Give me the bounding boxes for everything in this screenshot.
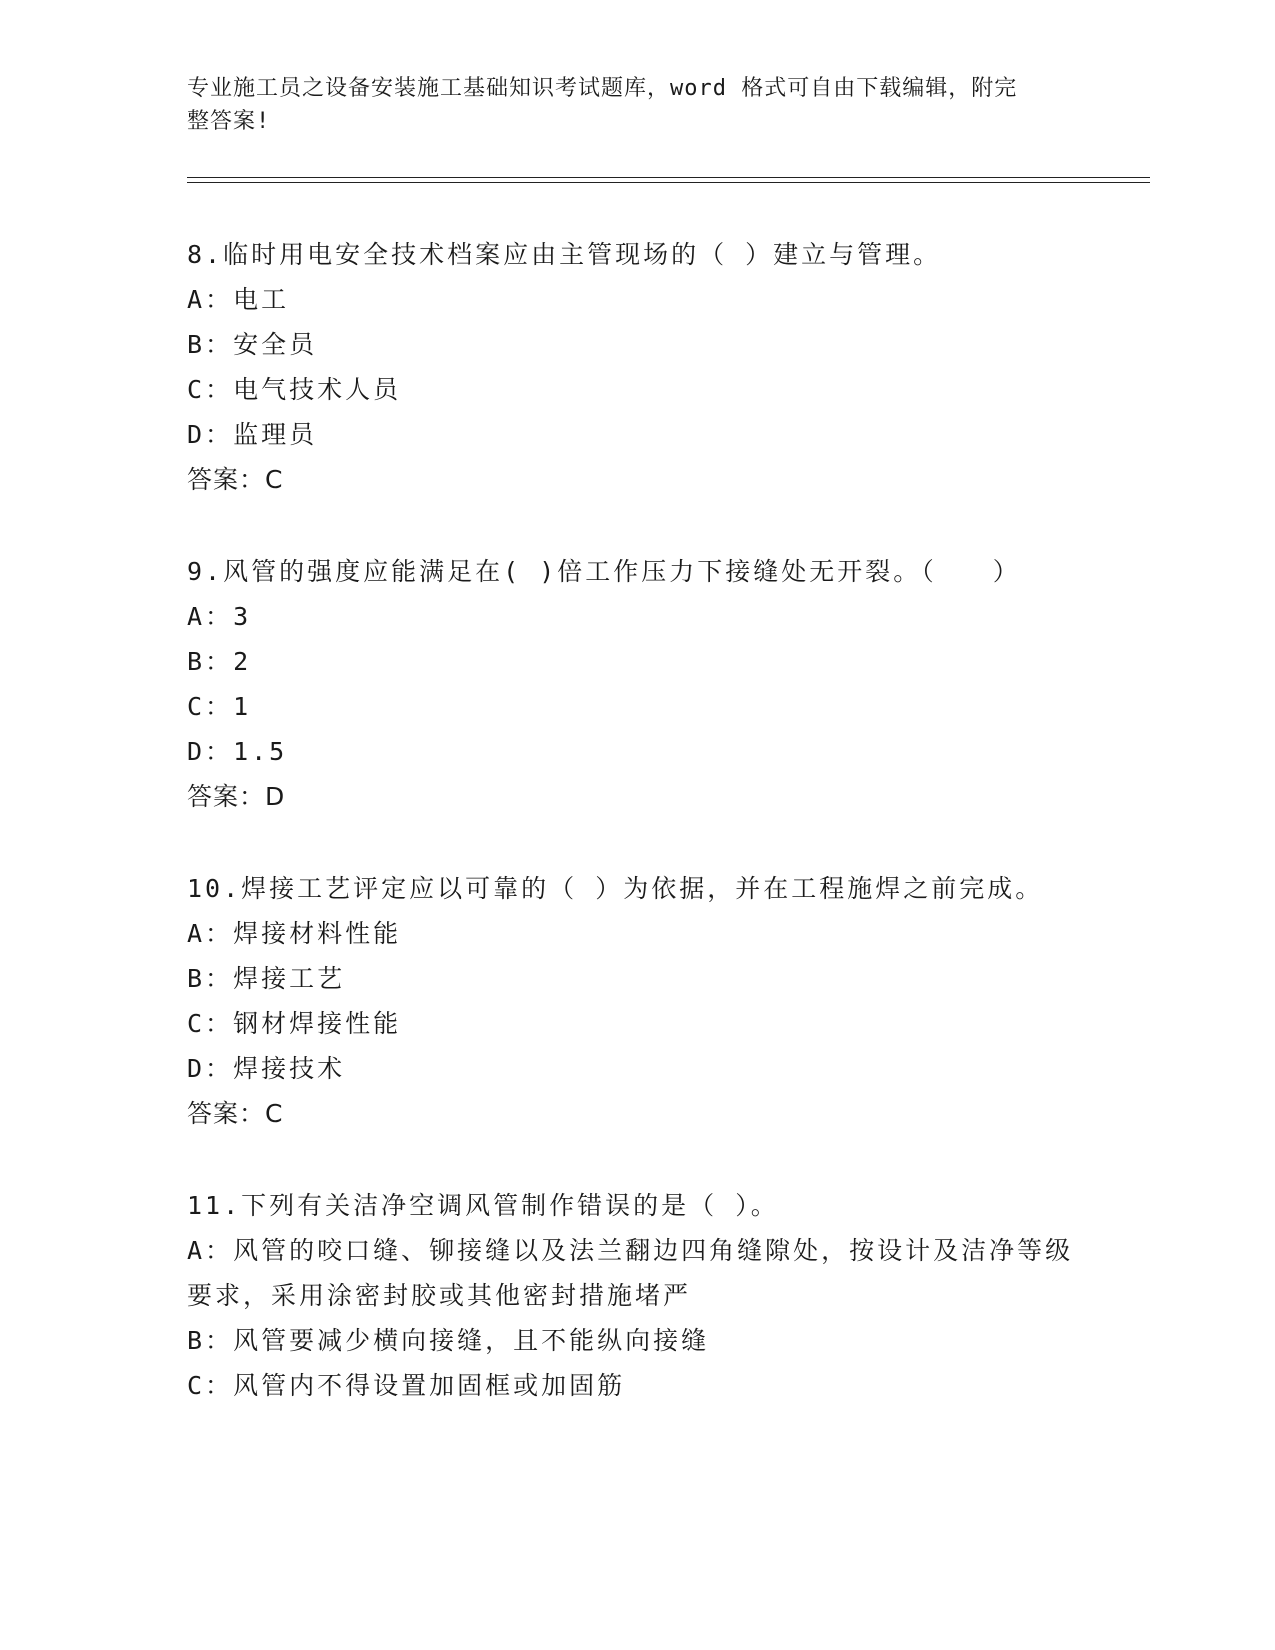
option-text: 风管要减少横向接缝，且不能纵向接缝 xyxy=(233,1326,710,1355)
question-stem: 10.焊接工艺评定应以可靠的（ ）为依据，并在工程施焊之前完成。 xyxy=(187,874,1044,903)
option-d xyxy=(187,412,1087,457)
question-stem: 11.下列有关洁净空调风管制作错误的是（ ）。 xyxy=(187,1191,779,1220)
option-key: B： xyxy=(187,1326,234,1355)
option-key: B： xyxy=(187,330,234,359)
question-11 xyxy=(187,1183,1087,1408)
answer-line xyxy=(187,457,1087,502)
option-key: C： xyxy=(187,692,234,721)
answer-separator: ： xyxy=(239,465,266,494)
option-b xyxy=(187,322,1087,367)
option-text: 风管的咬口缝、铆接缝以及法兰翻边四角缝隙处，按设计及洁净等级要求，采用涂密封胶或其他密封措施堵严 xyxy=(187,1236,1074,1310)
option-key: C： xyxy=(187,1009,234,1038)
answer-label: 答案 xyxy=(187,1099,240,1128)
option-text: 焊接材料性能 xyxy=(233,919,402,948)
option-key: D： xyxy=(187,420,234,449)
option-text: 电气技术人员 xyxy=(233,375,402,404)
option-a xyxy=(187,1228,1087,1318)
option-text: 钢材焊接性能 xyxy=(233,1009,402,1038)
option-key: B： xyxy=(187,964,234,993)
header-line-2: 整答案! xyxy=(187,109,271,134)
option-text: 1 xyxy=(233,692,252,721)
question-9 xyxy=(187,549,1087,819)
option-a xyxy=(187,594,1087,639)
option-key: C： xyxy=(187,1371,234,1400)
option-d xyxy=(187,729,1087,774)
option-c xyxy=(187,1363,1087,1408)
answer-line xyxy=(187,774,1087,819)
option-text: 1.5 xyxy=(233,737,288,766)
question-list xyxy=(187,232,1087,1455)
option-text: 安全员 xyxy=(233,330,318,359)
answer-value: C xyxy=(265,465,284,494)
option-key: A： xyxy=(187,602,234,631)
option-text: 3 xyxy=(233,602,252,631)
answer-value: D xyxy=(265,782,286,811)
option-text: 焊接技术 xyxy=(233,1054,346,1083)
option-d xyxy=(187,1046,1087,1091)
option-key: A： xyxy=(187,285,234,314)
option-text: 焊接工艺 xyxy=(233,964,346,993)
option-a xyxy=(187,277,1087,322)
answer-label: 答案 xyxy=(187,465,240,494)
answer-label: 答案 xyxy=(187,782,240,811)
option-key: A： xyxy=(187,1236,234,1265)
answer-separator: ： xyxy=(239,782,266,811)
answer-value: C xyxy=(265,1099,284,1128)
question-stem: 8.临时用电安全技术档案应由主管现场的（ ）建立与管理。 xyxy=(187,240,942,269)
document-header xyxy=(187,72,1067,138)
option-text: 风管内不得设置加固框或加固筋 xyxy=(233,1371,626,1400)
option-key: A： xyxy=(187,919,234,948)
question-10 xyxy=(187,866,1087,1136)
option-key: D： xyxy=(187,737,234,766)
option-c xyxy=(187,1001,1087,1046)
answer-separator: ： xyxy=(239,1099,266,1128)
option-key: C： xyxy=(187,375,234,404)
option-b xyxy=(187,1318,1087,1363)
answer-line xyxy=(187,1091,1087,1136)
option-key: B： xyxy=(187,647,234,676)
question-stem: 9.风管的强度应能满足在( )倍工作压力下接缝处无开裂。（ ） xyxy=(187,557,1021,586)
option-c xyxy=(187,684,1087,729)
question-8 xyxy=(187,232,1087,502)
option-b xyxy=(187,639,1087,684)
option-c xyxy=(187,367,1087,412)
option-text: 监理员 xyxy=(233,420,318,449)
header-divider-top xyxy=(187,177,1150,178)
option-b xyxy=(187,956,1087,1001)
option-key: D： xyxy=(187,1054,234,1083)
header-divider-bottom xyxy=(187,182,1150,183)
header-line-1: 专业施工员之设备安装施工基础知识考试题库，word 格式可自由下载编辑，附完 xyxy=(187,76,1018,101)
option-text: 电工 xyxy=(233,285,290,314)
option-text: 2 xyxy=(233,647,252,676)
option-a xyxy=(187,911,1087,956)
